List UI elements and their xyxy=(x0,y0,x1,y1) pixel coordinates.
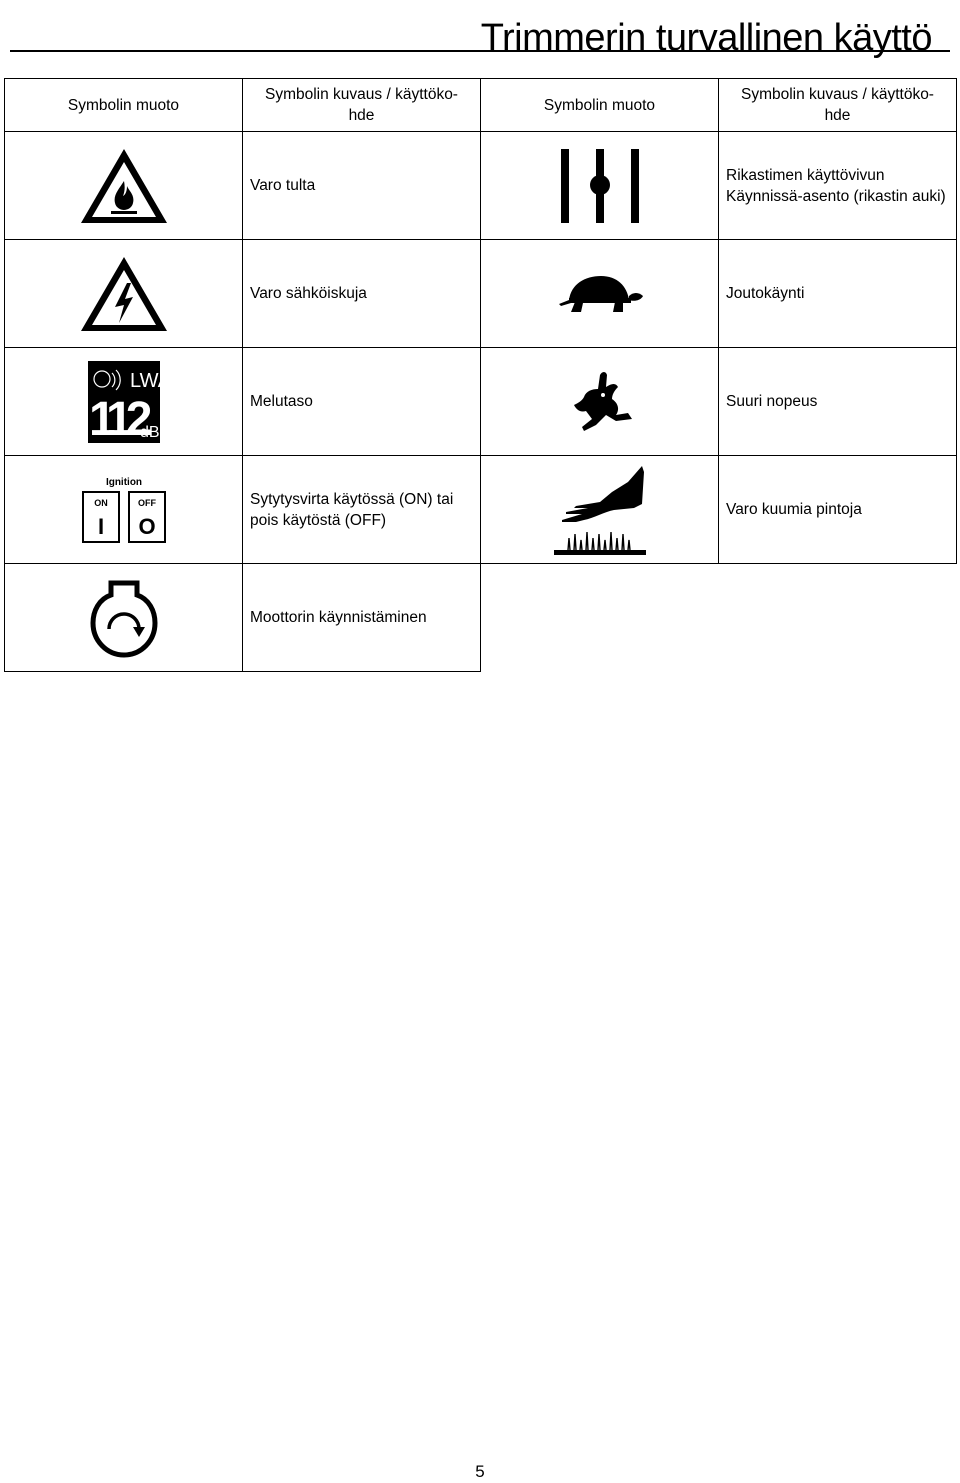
ignition-on-symbol: I xyxy=(97,513,104,539)
ignition-on-label: ON xyxy=(93,497,108,508)
page-title: Trimmerin turvallinen käyttö xyxy=(480,17,932,60)
symbol-cell xyxy=(5,456,243,564)
description-cell: Joutokäynti xyxy=(719,240,957,348)
engine-start-icon xyxy=(91,579,157,657)
symbol-cell xyxy=(5,348,243,456)
noise-lwa-label: LWA xyxy=(129,369,171,392)
column-header-description-1: Symbolin kuvaus / käyttöko-hde xyxy=(243,79,481,132)
description-cell: Melutaso xyxy=(243,348,481,456)
column-header-description-2: Symbolin kuvaus / käyttöko-hde xyxy=(719,79,957,132)
description-cell: Suuri nopeus xyxy=(719,348,957,456)
choke-lever-icon xyxy=(557,147,643,225)
empty-cell xyxy=(481,564,719,672)
symbol-cell xyxy=(5,564,243,672)
table-row xyxy=(5,348,957,456)
symbol-table xyxy=(4,78,957,672)
symbol-cell xyxy=(481,348,719,456)
noise-level-icon xyxy=(88,361,171,446)
symbol-cell xyxy=(5,132,243,240)
empty-cell xyxy=(719,564,957,672)
table-row xyxy=(5,240,957,348)
description-cell: Varo tulta xyxy=(243,132,481,240)
turtle-icon xyxy=(555,272,645,316)
ignition-label: Ignition xyxy=(105,476,142,488)
symbol-cell xyxy=(481,456,719,564)
table-header-row xyxy=(5,79,957,132)
ignition-switch-icon xyxy=(78,474,170,546)
rabbit-icon xyxy=(562,369,638,435)
ignition-off-symbol: O xyxy=(137,513,156,539)
description-cell: Rikastimen käyttövivun Käynnissä-asento (rikastin auki) xyxy=(719,132,957,240)
noise-value-label: 112 xyxy=(88,392,145,446)
noise-unit-label: dB xyxy=(139,423,160,441)
electric-shock-warning-icon xyxy=(77,253,171,335)
hot-surface-icon xyxy=(554,464,646,556)
description-cell: Moottorin käynnistäminen xyxy=(243,564,481,672)
fire-warning-icon xyxy=(77,145,171,227)
table-row xyxy=(5,456,957,564)
page-number: 5 xyxy=(475,1462,485,1481)
symbol-cell xyxy=(5,240,243,348)
description-cell: Varo kuumia pintoja xyxy=(719,456,957,564)
description-cell: Varo sähköiskuja xyxy=(243,240,481,348)
table-row xyxy=(5,564,957,672)
description-cell: Sytytysvirta käytössä (ON) tai pois käytöstä (OFF) xyxy=(243,456,481,564)
title-divider xyxy=(10,50,950,52)
ignition-off-label: OFF xyxy=(137,497,156,508)
column-header-symbol-1: Symbolin muoto xyxy=(5,79,243,132)
symbol-cell xyxy=(481,132,719,240)
table-row xyxy=(5,132,957,240)
column-header-symbol-2: Symbolin muoto xyxy=(481,79,719,132)
symbol-cell xyxy=(481,240,719,348)
